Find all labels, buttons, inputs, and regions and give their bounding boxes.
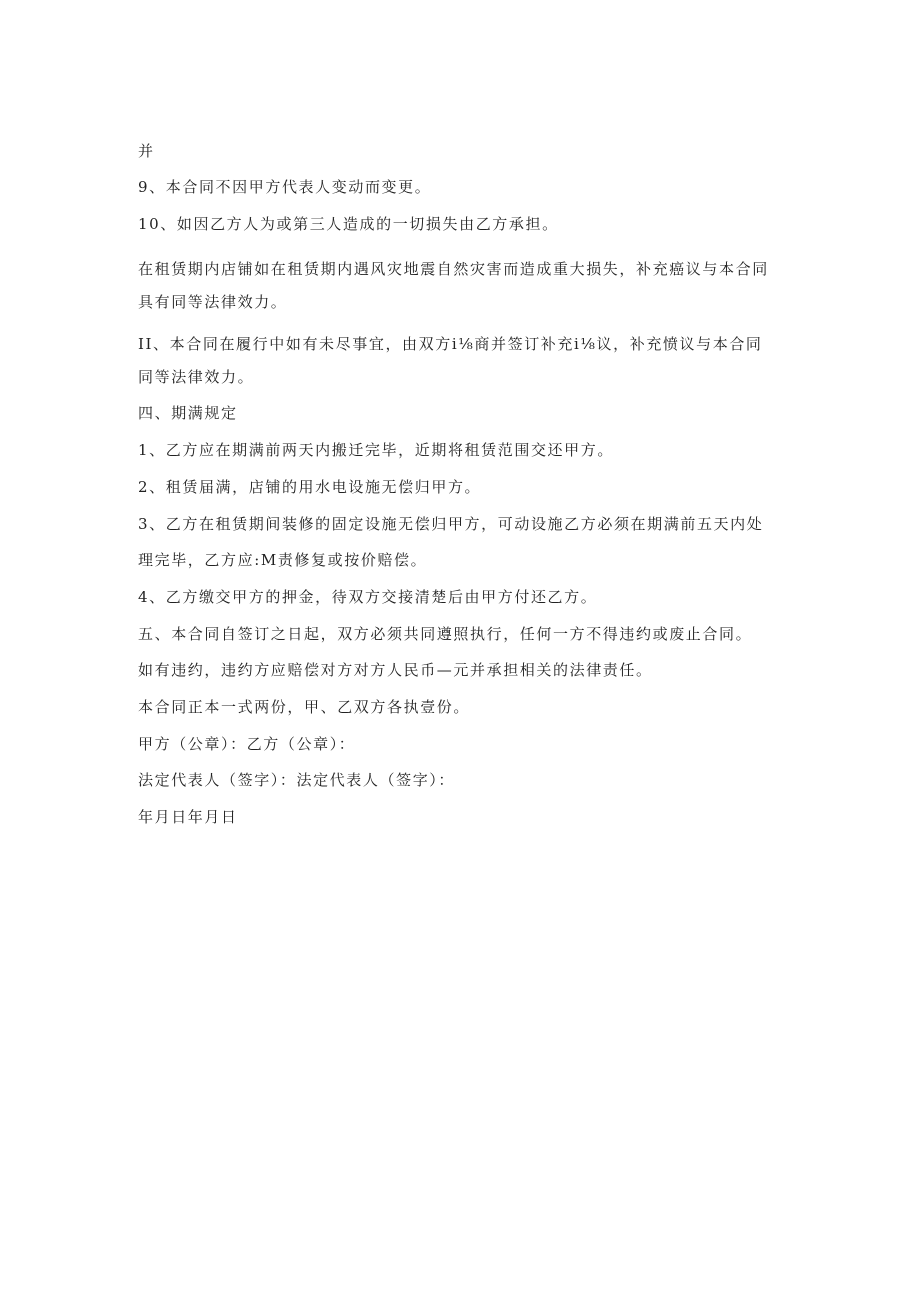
copies-clause: 本合同正本一式两份，甲、乙双方各执壹份。 xyxy=(138,698,471,716)
section-4-heading: 四、期满规定 xyxy=(138,404,238,422)
force-majeure-clause-line-1: 在租赁期内店铺如在租赁期内遇风灾地震自然灾害而造成重大损失，补充癌议与本合同 xyxy=(138,260,769,278)
text-line-continuation: 并 xyxy=(138,142,155,160)
clause-11-line-1: II、本合同在履行中如有未尽事宜，由双方i⅛商并签订补充i⅛议，补充愤议与本合同 xyxy=(138,335,763,353)
force-majeure-clause-line-2: 具有同等法律效力。 xyxy=(138,293,288,311)
signature-line: 法定代表人（签字）：法定代表人（签字）： xyxy=(138,771,456,789)
expiry-item-3-line-2: 理完毕，乙方应:M责修复或按价赔偿。 xyxy=(138,551,428,569)
expiry-item-2: 2、租赁届满，店铺的用水电设施无偿归甲方。 xyxy=(138,478,482,496)
expiry-item-4: 4、乙方缴交甲方的押金，待双方交接清楚后由甲方付还乙方。 xyxy=(138,588,598,606)
expiry-item-3-line-1: 3、乙方在租赁期间装修的固定设施无偿归甲方，可动设施乙方必须在期满前五天内处 xyxy=(138,515,764,533)
section-5: 五、本合同自签订之日起，双方必须共同遵照执行，任何一方不得违约或废止合同。 xyxy=(138,625,753,643)
clause-9: 9、本合同不因甲方代表人变动而变更。 xyxy=(138,178,432,196)
expiry-item-1: 1、乙方应在期满前两天内搬迁完毕，近期将租赁范围交还甲方。 xyxy=(138,441,614,459)
breach-clause: 如有违约，违约方应赔偿对方对方人民币—元并承担相关的法律责任。 xyxy=(138,661,653,679)
clause-11-line-2: 同等法律效力。 xyxy=(138,368,255,386)
clause-10: 10、如因乙方人为或第三人造成的一切损失由乙方承担。 xyxy=(138,215,559,233)
date-line: 年月日年月日 xyxy=(138,808,238,826)
seal-line: 甲方（公章）：乙方（公章）： xyxy=(138,735,356,753)
